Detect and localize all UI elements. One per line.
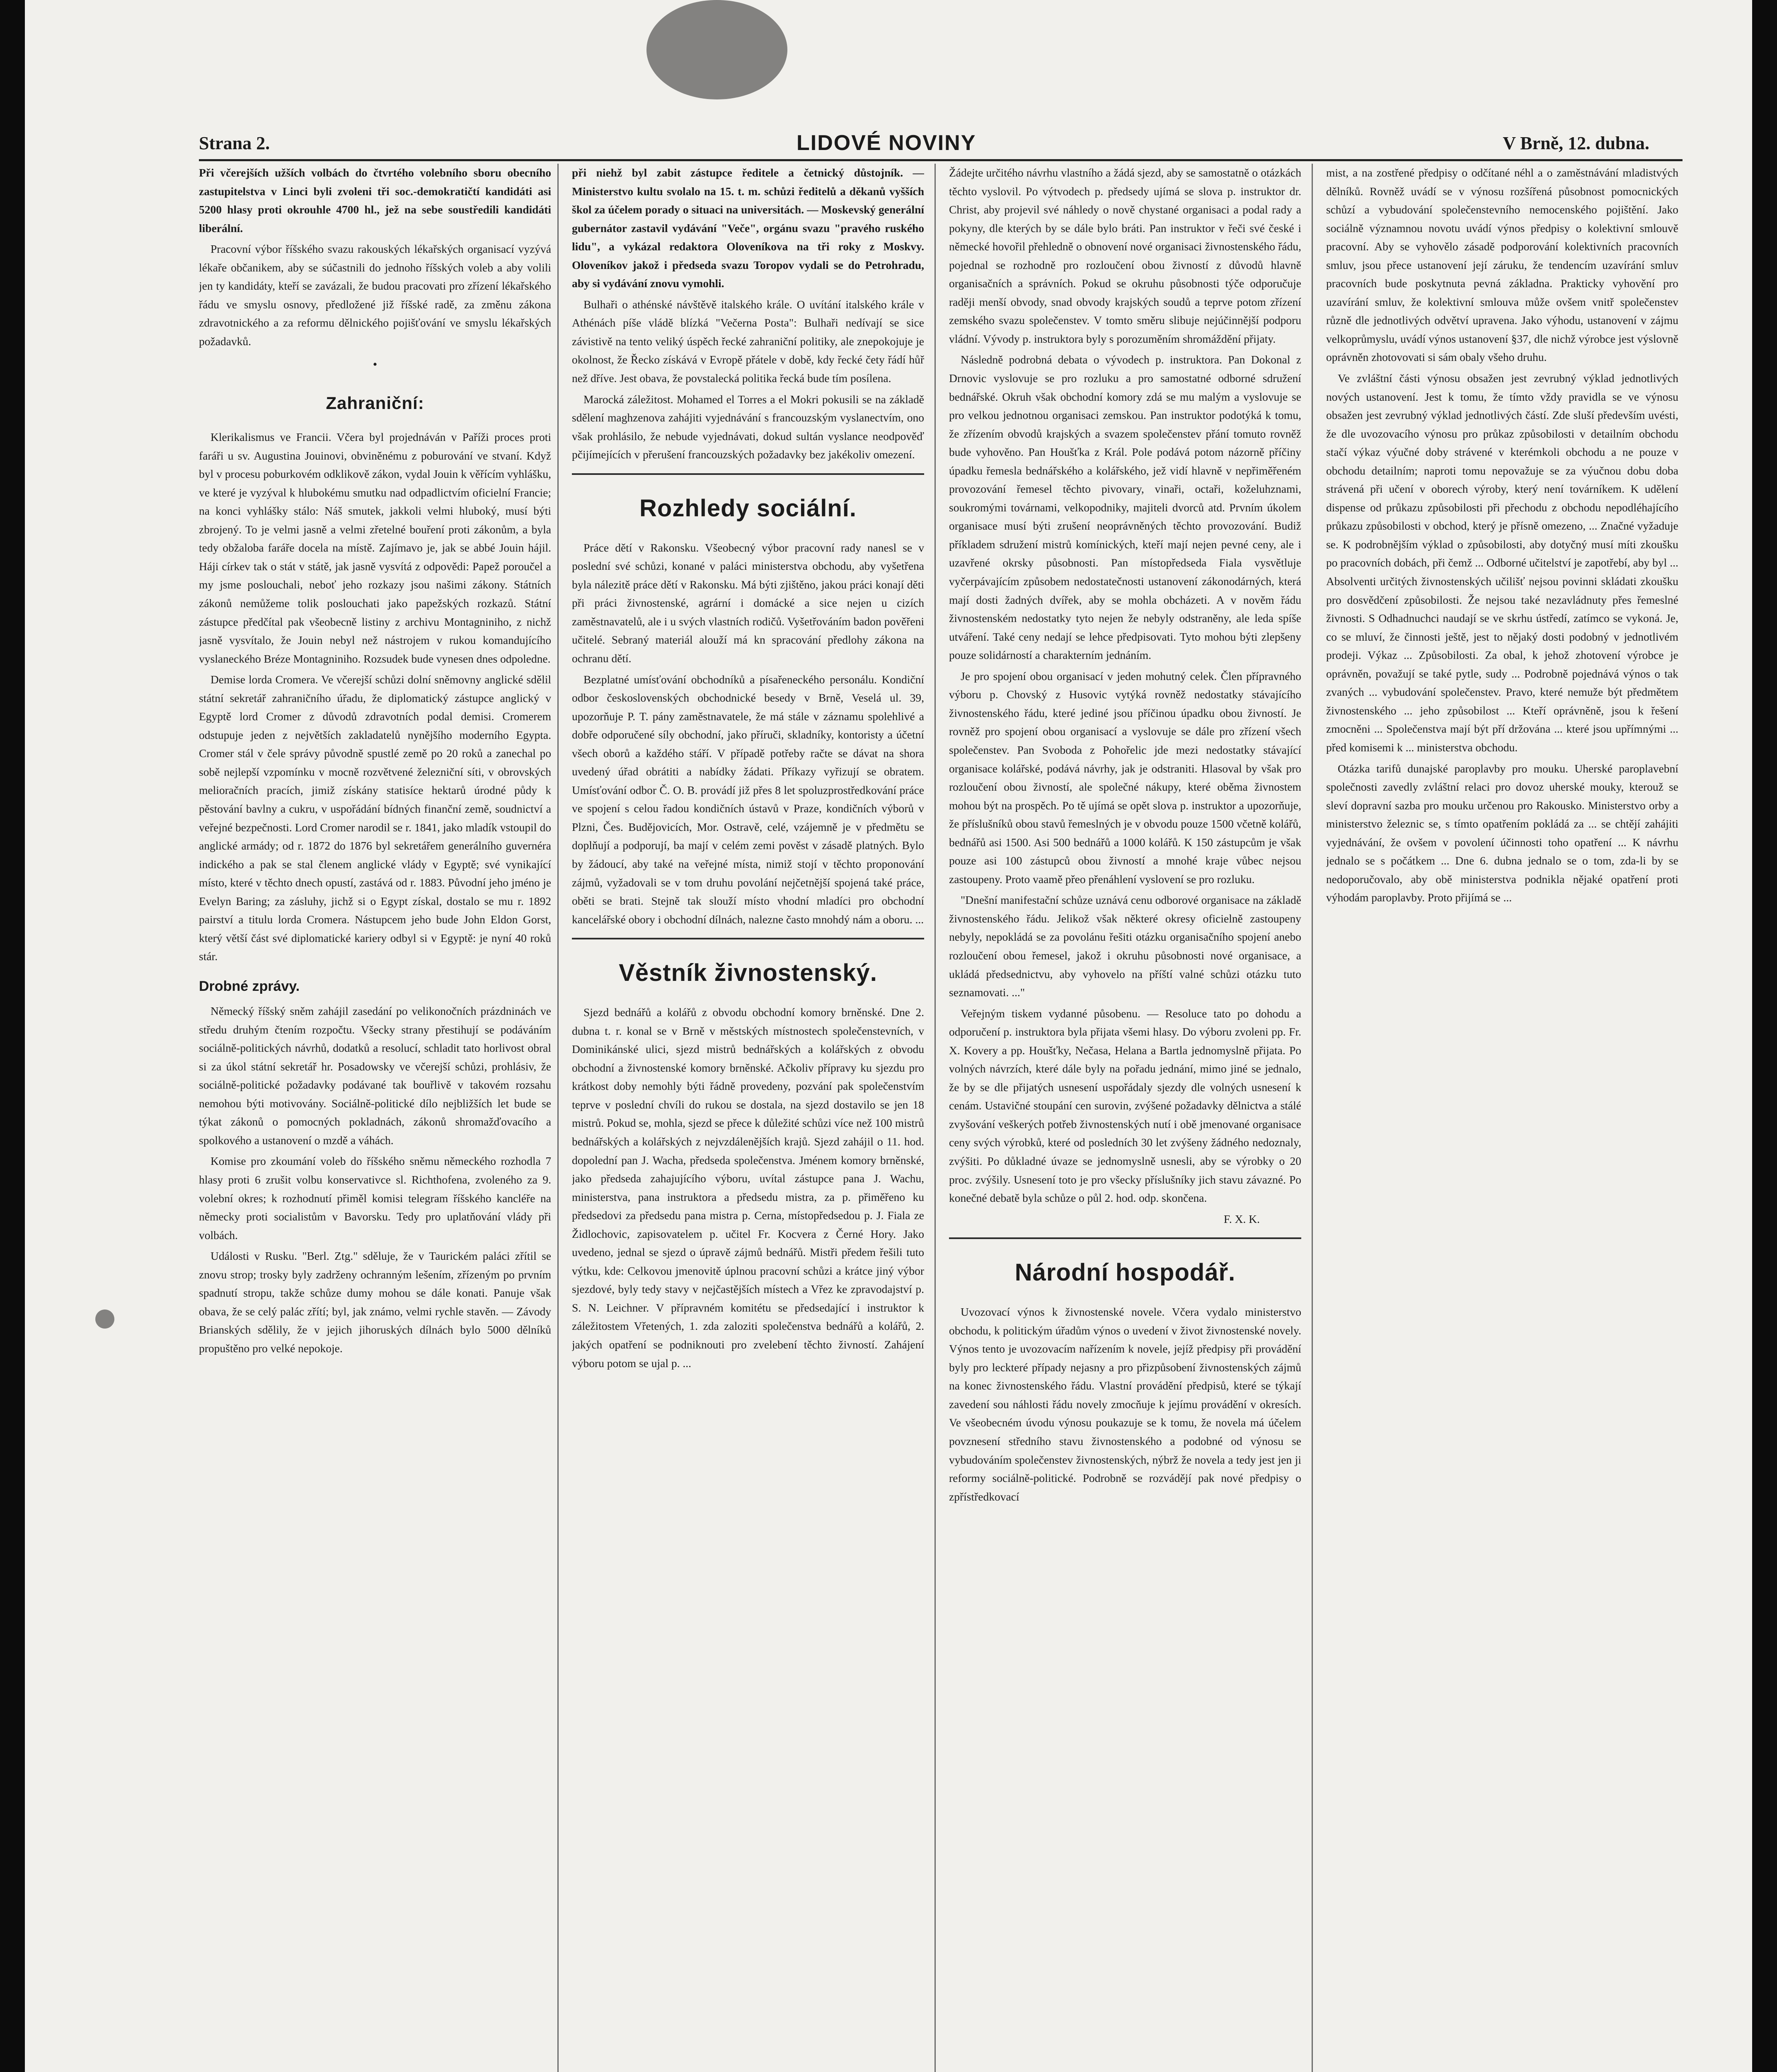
article-signature: F. X. K. bbox=[1223, 1212, 1260, 1225]
section-heading-zahranicni: Zahraniční: bbox=[326, 393, 424, 413]
article-paragraph: mist, a na zostřené předpisy o odčítané néhl a o zaměstnávání mladistvých dělníků. Rovněž uvádí se v výnosu rozšířená působnost pomocnických schůzí a vybudování společenstevního nemocenského pojištění. Jako sociálně významnou novotu uvádí výnos předpisy o kolektivní smlouvě pracovní. Aby se vyhovělo zásadě podporování kolektivních pracovních smluv, jsou přece ustanovení její záruku, že tendencím uzavírání smluv pracovních bude poskytnuta pevná základna. Prakticky vyhovění pro uzavírání smluv, že kolektivní smlouva může ovšem vnitř společenstev různě dle jednotlivých odvětví upravena. Jako výhodu, ustanovení v zájmu velkoprůmyslu, uvádí výnos ustanovení §37, dle nichž výrobce jest výslovně oprávněn zhotovovati si sám obaly všeho druhu. bbox=[1326, 166, 1678, 364]
newspaper-title: LIDOVÉ NOVINY bbox=[796, 131, 976, 155]
article-paragraph: Práce dětí v Rakonsku. Všeobecný výbor pracovní rady nanesl se v poslední své schůzi, konané v paláci ministerstva obchodu, aby vyšetřena byla nálezitě práce dětí v Rakonsku. Má býti zjištěno, jakou práci konají děti při práci živnostenské, agrární i domácké a sice nejen u cizích zaměstnavatelů, ale i u svých vlastních rodičů. Vyšetřováním badon pověřeni učitelé. Sebraný materiál alouží má kn spracování předlohy zákona na ochranu dětí. bbox=[572, 541, 924, 665]
article-paragraph: Bezplatné umísťování obchodníků a písařeneckého personálu. Kondiční odbor československých obchodnické besedy v Brně, Veselá ul. 39, upozorňuje P. T. pány zaměstnavatele, že má stále v záznamu spolehlivé a dobře odporučené síly obchodní, jako příruči, skladníky, kontoristy a účetní všech oborů a každého stáří. V případě potřeby račte se dávat na shora uvedený úřad obrátiti a nabídky žádati. Příkazy vyřizují se obratem. Umísťování odbor Č. O. B. provádí již přes 8 let spoluzprostředkování práce ve spojení s celou řadou kondičních ústavů v Praze, kondičních výborů v Plzni, Čes. Budějovicích, Mor. Ostravě, celé, vzájemně je v předmětu se doplňují a podporují, ba mají v celém zemi pověst v zásadě platných. Bylo by žádoucí, aby také na veřejné místa, nimiž stojí v těchto proponování zájmů, vyžadovali se v tom druhu povolání nejčetnější spojená také práce, oběti se brati. Stejně tak slouží místo vhodní mladíci pro obchodní kancelářské obory i obchodní dílnách, nalezne často mnohdý nám a oboru. ... bbox=[572, 673, 924, 926]
article-paragraph: Žádejte určitého návrhu vlastního a žádá sjezd, aby se samostatně o otázkách těchto vyslovil. Po výtvodech p. předsedy ujímá se slova p. instruktor dr. Christ, aby projevil své náhledy o nově chystané organisaci a podal rady a pokyny, dle kterých by se dále bylo bráti. Pan instruktor v řeči své české i německé hovořil přehledně o obnovení nové organisaci živnostenského řádu, pojednal se rozhodně pro rozloučení obou živností z důvodů hlavně organisačních a správních. Pokud se okruhu působnosti týče odporučuje raději menší obvody, snad obvody krajských soudů a teprve potom zřízení zemského svazu společenstev. V tomto směru slibuje nejúčinnější podporu vládní. Vývody p. instruktora byly s porozuměním shromáždění přijaty. bbox=[949, 166, 1301, 345]
column-separator bbox=[1312, 164, 1313, 2072]
article-paragraph: Otázka tarifů dunajské paroplavby pro mouku. Uherské paroplavební společnosti zavedly zvláštní relaci pro dovoz uherské mouky, kterouž se sleví dopravní sazba pro mouku určenou pro Rakousko. Ministerstvo orby a ministerstvo železnic se, s tímto opatřením pokládá za ... se chtějí zahájiti vyjednávání, že ovšem v povolení účinnosti toho opatření ... K návrhu jednalo se s počátkem ... Dne 6. dubna jednalo se o tom, zda-li by se nedoporučovalo, aby obě ministerstva podnikla nějaké opatření proti výhodám paroplavby. Proto přijímá se ... bbox=[1326, 762, 1678, 904]
section-divider: • bbox=[373, 358, 378, 372]
article-paragraph: Následně podrobná debata o vývodech p. instruktora. Pan Dokonal z Drnovic vyslovuje se pro rozluku a pro samostatné odborné sdružení bednářské. Okruh však obchodní komory zdá se mu malým a vyslovuje se pro velkou jednotnou organisaci zemskou. Pan instruktor podotýká k tomu, že zřízením obvodů krajských a svazem společenstev přání tomuto rovněž bude vyhověno. Pan Houšťka z Král. Pole podává potom názorně příčiny úpadku řemesla bednářského a kolářského, jež vidí hlavně v nepřiměřeném provozování řemesel těchto pivovary, vinaři, octaři, koželuhznami, soukromými továrnami, velkopodniky, majiteli dvorců atd. Prvním úkolem organisace musí býti zrušení neoprávněných těchto provozování. Budiž příkladem sdružení mistrů komínických, kteří mají nejen pevné ceny, ale i uzavřené okrsky působnosti. Pan místopředseda Fiala vysvětluje vyčerpávajícím způsobem nedostatečnosti ustanovení zákonodárných, která mají dosti žadných dvířek, aby se mohla obcházeti. A v nověm řádu živnostenském nedostatky tyto nejen že nebyly odstraněny, ale leda spíše utváření. Také ceny nedají se lehce předpisovati. Tyto mohou býti zlepšeny pouze solidárností a charakterním jednáním. bbox=[949, 353, 1301, 662]
article-paragraph: Komise pro zkoumání voleb do říšského sněmu německého rozhodla 7 hlasy proti 6 zrušit volbu konservativce sl. Richthofena, zvoleného za 9. volební okres; k rozhodnutí přiměl komisi telegram říšského kancléře na německy proti socialistům v Bavorsku. Tedy pro uplatňování vlády při volbách. bbox=[199, 1155, 551, 1242]
date-line: V Brně, 12. dubna. bbox=[1503, 133, 1649, 153]
masthead-rule bbox=[199, 159, 1683, 161]
masthead bbox=[199, 128, 1649, 157]
article-paragraph: Uvozovací výnos k živnostenské novele. Včera vydalo ministerstvo obchodu, k politickým úřadům výnos o uvedení v život živnostenské novely. Výnos tento je uvozovacím nařízením k novele, jejíž předpisy při provádění byly pro leckteré případy nejasny a pro přizpůsobení živnostenských zájmů na konec živnostenského řádu. Vlastní provádění předpisů, které se týkají zavedení sou náhlosti řádu novely zmocňuje k jejímu provádění v okresích. Ve všeobecném úvodu výnosu poukazuje se k tomu, že novela má účelem povznesení středního stavu živnostenského a podobné od výnosu se vybudováním společenstev živnostenských, nýbrž že novela a tedy jest jen ji reformy sociálně-politické. Podrobně se rozvádějí pak nové předpisy o zpřístředkovací bbox=[949, 1305, 1301, 1503]
section-rule bbox=[572, 938, 924, 939]
section-heading-drobne: Drobné zprávy. bbox=[199, 978, 300, 994]
article-paragraph: "Dnešní manifestační schůze uznává cenu odborové organisace na základě živnostenského řádu. Jelikož však některé okresy oficielně zastoupeny nebyly, nepokládá se za povolánu řešiti otázku organisačního spojení anebo rozloučení obou řemesel, jakož i okruhu působnosti nové organisace, a ukládá předsednictvu, aby vyhovelo na příští valné schůzi otázku tuto seznamovati. ..." bbox=[949, 893, 1301, 999]
article-paragraph: Při včerejších užších volbách do čtvrtého volebního sboru obecního zastupitelstva v Linci byli zvoleni tři soc.-demokratičtí kandidáti asi 5200 hlasy proti okrouhle 4700 hl., jež na sebe soustředili kandidáti liberální. bbox=[199, 166, 551, 235]
column-separator bbox=[934, 164, 936, 2072]
section-rule bbox=[949, 1237, 1301, 1239]
article-paragraph: Veřejným tiskem vydanné působenu. — Resoluce tato po dohodu a odporučení p. instruktora byla přijata všemi hlasy. Do výboru zvoleni pp. Fr. X. Kovery a pp. Houšťky, Nečasa, Helana a Bartla jednomyslně přijata. Po volných návrzích, které dále byly na pořadu jednání, mimo jiné se jednalo, že by se dle přijatých usnesení uspořádaly sjezdy dle volných usnesení k cenám. Ustavičné stoupání cen surovin, zvýšené požadavky dělnictva a stálé zvyšování veškerých potřeb živnostenských nutí i obě jmenované organisace ceny svých výrobků, které od posledních 30 let zvýšeny žádného nedoznaly, zvýšiti. Po důkladné úvaze se jednomyslně usnesli, aby se výrobky o 20 proc. zvýšily. Usnesení toto je pro všecky příslušníky jich stavu závazné. Po konečné debatě byla schůze o půl 2. hod. odp. skončena. bbox=[949, 1007, 1301, 1205]
article-paragraph: Sjezd bednářů a kolářů z obvodu obchodní komory brněnské. Dne 2. dubna t. r. konal se v Brně v městských místnostech společenstevních, v Dominikánské ulici, sjezd mistrů bednářských a kolářských z obvodu obchodní a živnostenské komory brněnské. Ačkoliv přípravy ku sjezdu pro krátkost doby nemohly býti řádně provedeny, pozvání pak společenstvím teprve v poslední chvíli do rukou se dostala, na sjezd dostavilo se jen 18 mistrů. Pokud se, mohla, sjezd se přece k důležité schůzi více než 100 mistrů bednářských a kolářských z nejvzdálenějších krajů. Sjezd zahájil o 11. hod. dopolední pan J. Wacha, předseda společenstva. Jménem komory brněnské, jako předseda zahajujícího výboru, uvítal zástupce pana J. Wachu, ministerstva, pana instruktora a předsedu mistra, za p. přiměřeno ku předsedovi za předsedu pana mistra p. Cerna, místopředsedou p. J. Fiala ze Židlochovic, zapisovatelem p. učitel Fr. Kocvera z Černé Hory. Jako uvedeno, jednal se sjezd o úpravě zájmů bednářů. Mistři předem řešili tuto výtku, kde: Celkovou jmenovitě úplnou pracovní schůzi a krátce jiný výbor sjezdové, byly tedy stavy v nejčastějších místech a Vřez ke zpravodajství p. S. N. Leichner. V přípravném komitétu se předsedající i instruktor k záležitostem Vřetených, 1. zda zaloziti společenstva bednářů a kolářů, 2. jakých opatření se podniknouti pro zvelebení těchto živností. Zahájení výboru potom se ujal p. ... bbox=[572, 1006, 924, 1370]
column-4 bbox=[1326, 164, 1678, 2072]
column-2 bbox=[572, 164, 924, 2072]
section-heading-narodni: Národní hospodář. bbox=[1014, 1259, 1236, 1286]
article-paragraph: Bulhaři o athénské návštěvě italského krále. O uvítání italského krále v Athénách píše vládě blízká "Večerna Posta": Bulhaři nedívají se sice závistivě na tento veliký úspěch řecké zahraniční politiky, ale znepokojuje je okolnost, že Řecko získává v Evropě přátele v době, kdy řecké čety řádí hůř než dříve. Jest obava, že povstalecká politika řecká bude tím posílena. bbox=[572, 298, 924, 385]
article-paragraph: Klerikalismus ve Francii. Včera byl projednáván v Paříži proces proti faráři u sv. Augustina Jouinovi, obviněnému z poburování ve stvaní. Když byl v procesu poburkovém odklikově zákon, vydal Jouin k věřícím vyhlášku, ve které je vyzýval k hlubokému smutku nad odpadlictvím oficielní Francie; na konci vyhlášky stálo: Náš smutek, jakkoli velmi hluboký, musí býti zbrojený. To je velmi jasně a velmi zřetelné bouření proti zákonům, a byla tedy obžaloba faráře docela na místě. Zajímavo je, jak se abbé Jouin hájil. Háji církev tak o stát v státě, jak jasně vysvítá z odpovědi: Papež poroučel a my jsme poslouchali, neboť jeho rozkazy jsou našimi zákony. Státních zákonů nemůžeme tolik poslouchati jako papežských rozkazů. Státní zástupce předčítal pak všeobecně listiny z archivu Montagniniho, z nichž jasně vysvítalo, že Jouin nebyl než nástrojem v rukou komandujícího vyslaneckého Bréze Montagniniho. Rozsudek bude vynesen dnes odpoledne. bbox=[199, 431, 551, 665]
column-1 bbox=[199, 164, 551, 2072]
column-separator bbox=[557, 164, 559, 2072]
section-rule bbox=[572, 473, 924, 475]
scan-border-left bbox=[0, 0, 25, 2072]
article-paragraph: Ve zvláštní části výnosu obsažen jest zevrubný výklad jednotlivých nových ustanovení. Jest k tomu, že tímto vždy pravidla se ve výnosu obsažen jest zevrubný výklad jednotlivých částí. Zde sluší především uvésti, že dle uvozovacího výnosu pro průkaz způsobilosti v detailním obchodu stačí výkaz výučné doby strávené v kterémkoli obchodu a ne pouze v obchodu detailním; naproti tomu nepovažuje se za výučnou dobu doba strávená při učení v oborech výroby, který není továrníkem. K udělení dispense od průkazu způsobilosti při přechodu z obchodu nepodléhajícího průkazu způsobilosti v obchod, který je přísně omezeno, ... Značné vyžaduje se. K podrobnějším výklad o způsobilosti, aby dotyčný musí míti zkoušku po pracovních dobách, při čemž ... Odborné učitelství je zapotřebí, aby byl ... Absolventi určitých živnostenských učilišť nejsou povinni skládati zkoušku pro dosvědčení způsobilosti. Že nejsou také nezavládnuty přes řemeslné živnosti. S Odhadnuchci naudají se ve skrhu ústředí, zatímco se vykoná. Je, co se mluví, že činnosti ještě, jest to nějaký dosti podobný v jednotlivém prodeji. Výkaz ... Způsobilosti. Za obal, k jehož zhotovení výrobce je oprávněn, považují se také pytle, sudy ... Podrobně pojednává výnos o tak zvaných ... vybudování společenstev. Pravo, které nemuže být předmětem živnostenského ... jeho způsobilost ... Kteří oprávněně, jsou k řešení zmocněni ... Společenstva mají být pří držována ... které jsou upřímnými ... před komisemi k ... ministerstva obchodu. bbox=[1326, 372, 1678, 754]
section-heading-vestnik: Věstník živnostenský. bbox=[619, 959, 877, 987]
column-3 bbox=[949, 164, 1301, 2072]
ink-stain bbox=[646, 0, 787, 99]
article-paragraph: při niehž byl zabit zástupce ředitele a četnický důstojník. — Ministerstvo kultu svolalo na 15. t. m. schůzi ředitelů a děkanů vyšších škol za účelem porady o situaci na universitách. — Moskevský generální gubernátor zastavil vydávání "Veče", orgánu svazu "pravého ruského lidu", a vykázal redaktora Oloveníkova na tři roky z Moskvy. Oloveníkov jakož i předseda svazu Toropov vydali se do Petrohradu, aby si vydávání znovu vymohli. bbox=[572, 166, 924, 290]
article-paragraph: Události v Rusku. "Berl. Ztg." sděluje, že v Taurickém paláci zřítil se znovu strop; trosky byly zadrženy ochranným lešením, zřízeným po prvním spadnutí stropu, takže schůze dumy mohou se dále konati. Panuje však obava, že se celý palác zřítí; byl, jak známo, velmi rychle stavěn. — Závody Brianských sdělily, že v jejich jihoruských dílnách bylo 5000 dělníků propuštěno pro velké nepokoje. bbox=[199, 1249, 551, 1355]
article-paragraph: Demise lorda Cromera. Ve včerejší schůzi dolní sněmovny anglické sdělil státní sekretář zahraničního úřadu, že diplomatický zástupce anglický v Egyptě lord Cromer z důvodů zdravotních podal demisi. Cromerem odstupuje jeden z největších zakladatelů nynějšího moderního Egypta. Cromer stál v čele správy původně spustlé země po 20 roků a zanechal po sobě nejlepší vzpomínku v mocně rozvětvené železniční síti, v obrovských melioračních pracích, jimiž získány statisíce hektarů úrodné půdy k pěstování bavlny a cukru, v uspořádání bídných finanční země, soudnictví a veřejné bezpečnosti. Lord Cromer narodil se r. 1841, jako mladík vstoupil do anglické armády; od r. 1872 do 1876 byl sekretářem generálního guvernéra indického a pak se stal členem anglické vlády v Egyptě; své vynikající místo, které v těchto dnech opustí, zastává od r. 1883. Původní jeho jméno je Evelyn Baring; za zásluhy, jichž si o Egypt získal, dostalo se mu r. 1892 pairství a titulu lorda Cromera. Nástupcem jeho bude John Eldon Gorst, který větší část své diplomatické kariery odbyl si v Egyptě: je nyní 40 roků stár. bbox=[199, 673, 551, 963]
article-paragraph: Pracovní výbor říšského svazu rakouských lékařských organisací vyzývá lékaře občanikem, aby se súčastnili do jednoho říšských voleb a aby volili jen ty kandidáty, kteří se zavázali, že budou pracovati pro zřízení lékařského řádu ve smyslu osnovy, předložené již říšské radě, za změnu zákona zdravotnického a za reformu dělnického pojišťování ve smyslu lékařských požadavků. bbox=[199, 242, 551, 348]
section-heading-rozhledy: Rozhledy sociální. bbox=[639, 494, 857, 522]
article-paragraph: Německý říšský sněm zahájil zasedání po velikonočních prázdninách ve středu druhým čtením rozpočtu. Všecky strany přestihují se podáváním sociálně-politických návrhů, dodatků a resolucí, schladit tato horlivost obral si za úkol státní sekretář hr. Posadowsky ve včerejší schůzi, prohlásiv, že sociálně-politické požadavky podávané tak bouřlivě v takovém rozsahu nemohou býti motivovány. Sociálně-politické dílo nejbližších let bude se týkat zákonů o pomocných pokladnách, zákonů shromažďovacího a spolkového a ustanovení o mzdě a váhách. bbox=[199, 1005, 551, 1147]
article-paragraph: Je pro spojení obou organisací v jeden mohutný celek. Člen přípravného výboru p. Chovský z Husovic vytýká rovněž nedostatky stávajícího živnostenského řádu, které jediné jsou příčinou úpadku obou živností. Je rovněž pro spojení obou organisací a vyslovuje se dále pro zřízení všech společenstev. Pan Svoboda z Pohořelic jde mezi nedostatky stávající organisace kolářské, podává návrhy, jak je odstraniti. Hlasoval by však pro rozloučení obou živností, ale společné nákupy, které oběma živnostem mohou být na prospěch. Po tě ujímá se opět slova p. instruktor a upozorňuje, že příslušníků obou stavů řemeslných je v obvodu pouze 1500 včetně kolářů, bednářů asi 1500. Asi 500 bednářů a 1000 kolářů. K 150 zástupcům je však pouze asi 100 zástupců obou živností a mnohé kraje vůbec nejsou zastoupeny. Proto vaamě přeo přenáhlení vyslovení se pro rozluku. bbox=[949, 669, 1301, 886]
article-paragraph: Marocká záležitost. Mohamed el Torres a el Mokri pokusili se na základě sdělení maghzenova zahájiti vyjednávání s francouzským vyslanectvím, ono však prohlásilo, že nebude vyjednávati, dokud sultán vyslance neodpověď pčijímejících v přerušení francouzských požadavky bez jakékoliv omezení. bbox=[572, 392, 924, 461]
scan-border-right bbox=[1752, 0, 1777, 2072]
ink-spot bbox=[95, 1310, 114, 1329]
page-number: Strana 2. bbox=[199, 133, 270, 153]
